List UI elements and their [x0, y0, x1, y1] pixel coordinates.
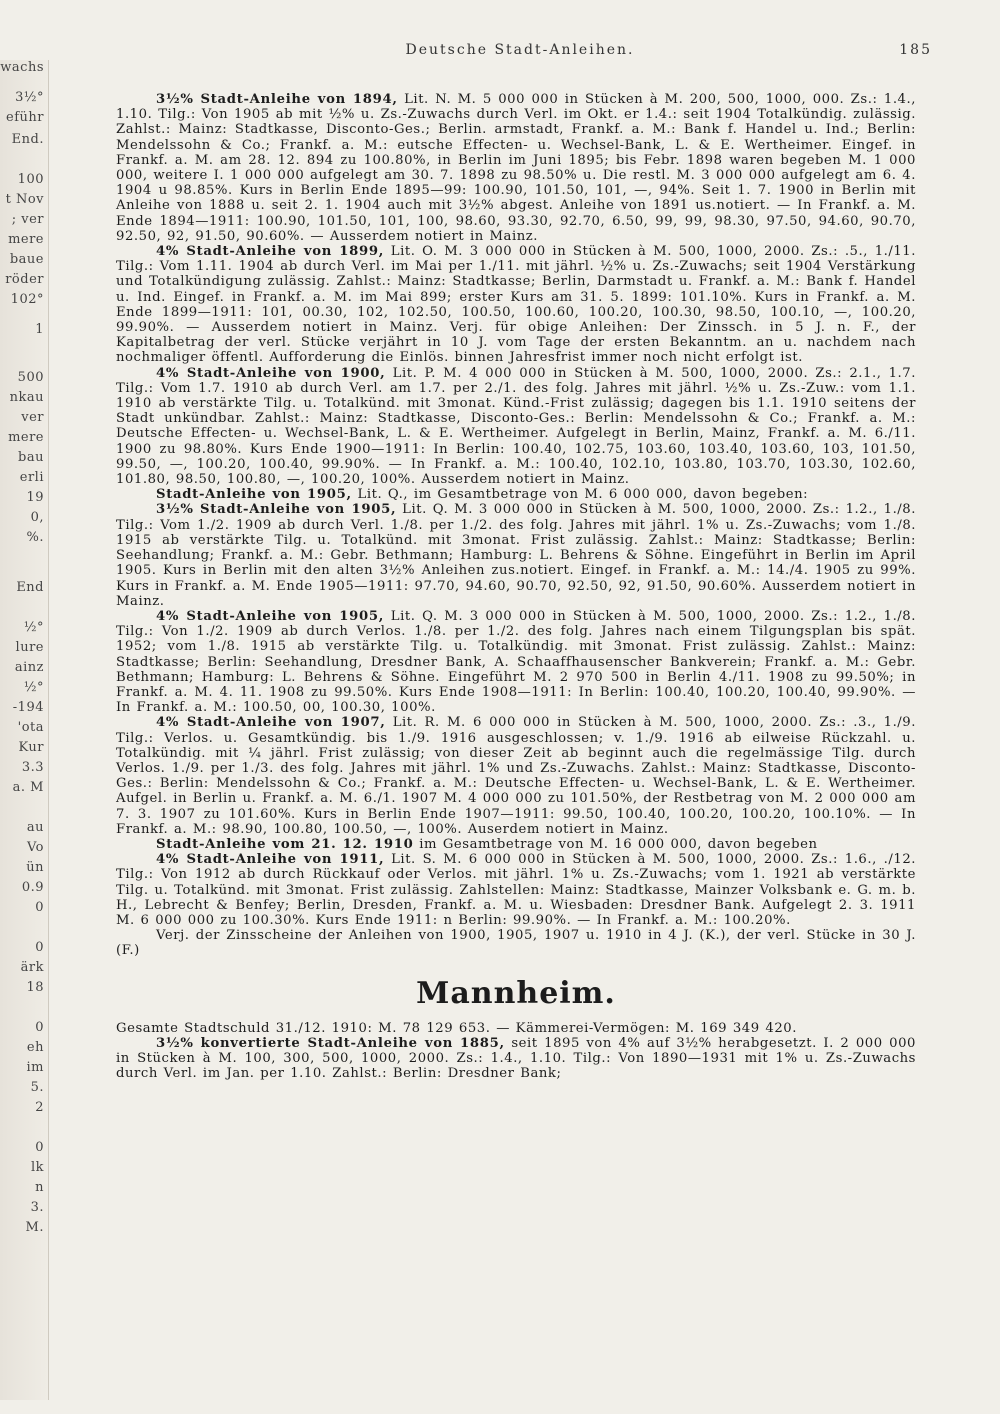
gutter-text-fragment: M. — [25, 1220, 44, 1235]
gutter-text-fragment: 100 — [17, 172, 44, 187]
bond-entry — [116, 244, 916, 366]
bond-entry — [116, 837, 916, 852]
page-number: 185 — [899, 42, 932, 58]
gutter-text-fragment: lk — [30, 1160, 44, 1175]
bond-entry-text: Lit. P. M. 4 000 000 in Stücken à M. 500, 1000, 2000. Zs.: 2.1., 1.7. Tilg.: Vom 1.7. 1910 ab durch Verl. am 1.7. per 2./1. des folg. Jahres mit jährl. ½% u. Zs.-Zuw.: vom 1.1. 1910 ab verstärkte Tilg. u. Totalkünd. mit 3monat. Künd.-Frist zulässig; dagegen bis 1.1. 1910 seitens der Stadt unkündbar. Zahlst.: Mainz: Stadtkasse, Disconto-Ges.: Berlin: Mendelssohn & Co.; Frankf. a. M.: Deutsche Effecten- u. Wechsel-Bank, L. & E. Wertheimer. Aufgelegt in Berlin, Mainz, Frankf. a. M. 6./11. 1900 zu 98.80%. Kurs Ende 1900—1911: In Berlin: 100.40, 102.75, 103.60, 103.40, 103.60, 103, 101.50, 99.50, —, 100.20, 100.40, 99.90%. — In Frankf. a. M.: 100.40, 102.10, 103.80, 103.70, 103.30, 102.60, 101.80, 98.50, 100.80, —, 100.20, 100%. Ausserdem notiert in Mainz. — [116, 365, 916, 488]
gutter-text-fragment: 0 — [35, 1020, 44, 1035]
gutter-text-fragment: ün — [26, 860, 44, 875]
bond-entry — [116, 928, 916, 958]
gutter-text-fragment: 0 — [35, 900, 44, 915]
gutter-text-fragment: lure — [15, 640, 44, 655]
bond-entry-text: Lit. Q. M. 3 000 000 in Stücken à M. 500, 1000, 2000. Zs.: 1.2., 1./8. Tilg.: Vom 1./2. 1909 ab durch Verl. 1./8. per 1./2. des folg. Jahres mit jährl. 1% u. Zs.-Zuwachs; vom 1./8. 1915 ab verstärkte Tilg. u. Totalkünd. mit 3monat. Frist zulässig. Zahlst.: Mainz: Stadtkasse; Berlin: Seehandlung; Frankf. a. M.: Gebr. Bethmann; Hamburg: L. Behrens & Söhne. Eingeführt in Berlin im April 1905. Kurs in Berlin mit den alten 3½% Anleihen zus.notiert. Eingef. in Frankf. a. M.: 14./4. 1905 zu 99%. Kurs in Frankf. a. M. Ende 1905—1911: 97.70, 94.60, 90.70, 92.50, 92, 91.50, 90.60%. Ausserdem notiert in Mainz. — [116, 502, 916, 609]
bond-entry — [116, 1036, 916, 1082]
gutter-text-fragment: 0.9 — [21, 880, 44, 895]
gutter-text-fragment: 0, — [30, 510, 44, 525]
gutter-text-fragment: wachs — [0, 60, 44, 75]
bond-entry-heading: 4% Stadt-Anleihe von 1905, — [156, 608, 385, 624]
bond-entry — [116, 502, 916, 608]
gutter-text-fragment: mere — [8, 232, 44, 247]
gutter-text-fragment: %. — [26, 530, 44, 545]
bond-entry-heading: 4% Stadt-Anleihe von 1907, — [156, 715, 386, 731]
text-column — [116, 92, 916, 1081]
gutter-text-fragment: ver — [21, 410, 44, 425]
gutter-text-fragment: erli — [19, 470, 44, 485]
gutter-text-fragment: eführ — [6, 110, 44, 125]
gutter-text-fragment: röder — [5, 272, 44, 287]
bond-entry-text: Lit. Q. M. 3 000 000 in Stücken à M. 500, 1000, 2000. Zs.: 1.2., 1./8. Tilg.: Von 1./2. 1909 ab durch Verlos. 1./8. per 1./2. des folg. Jahres nach einem Tilgungsplan bis spät. 1952; vom 1./8. 1915 ab verstärkte Tilg. u. Totalkündig. mit 3monat. Frist zulässig. Zahlst.: Mainz: Stadtkasse; Berlin: Seehandlung, Dresdner Bank, A. Schaaffhausenscher Bankverein; Frankf. a. M.: Gebr. Bethmann; Hamburg: L. Behrens & Söhne. Eingeführt M. 2 970 500 in Berlin 4./11. 1908 zu 99.50%; in Frankf. a. M. 4. 11. 1908 zu 99.50%. Kurs Ende 1908—1911: In Berlin: 100.40, 100.20, 100.40, 99.90%. — In Frankf. a. M.: 100.50, 00, 100.30, 100%. — [116, 608, 916, 716]
gutter-text-fragment: ainz — [14, 660, 44, 675]
bond-entry-heading: 4% Stadt-Anleihe von 1911, — [156, 852, 385, 868]
bond-entry-heading: Stadt-Anleihe von 1905, — [156, 487, 352, 503]
gutter-text-fragment: 3. — [30, 1200, 44, 1215]
bond-entry — [116, 715, 916, 837]
bond-entry-text: Lit. R. M. 6 000 000 in Stücken à M. 500, 1000, 2000. Zs.: .3., 1./9. Tilg.: Verlos. u. Gesamtkündig. bis 1./9. 1916 ausgeschlossen; v. 1./9. 1916 ab eilweise Rückzahl. u. Totalkündig. mit ¼ jährl. Frist zulässig; von dieser Zeit ab beginnt auch die regelmässige Tilg. durch Verlos. 1./9. per 1./3. des folg. Jahres mit jährl. 1% und Zs.-Zuwachs. Zahlst.: Mainz: Stadtkasse, Disconto-Ges.: Berlin: Mendelssohn & Co.; Frankf. a. M.: Deutsche Effecten- u. Wechsel-Bank, L. & E. Wertheimer. Aufgel. in Berlin u. Frankf. a. M. 6./1. 1907 M. 4 000 000 zu 101.50%, der Restbetrag von M. 2 000 000 am 7. 3. 1907 zu 101.60%. Kurs in Berlin Ende 1907—1911: 99.50, 100.40, 100.20, 100.20, 100.10%. — In Frankf. a. M.: 98.90, 100.80, 100.50, —, 100%. Auserdem notiert in Mainz. — [116, 715, 916, 837]
gutter-text-fragment: au — [26, 820, 44, 835]
bond-entry-heading: 3½% Stadt-Anleihe von 1905, — [156, 502, 397, 518]
bond-entry-heading: 3½% Stadt-Anleihe von 1894, — [156, 92, 398, 107]
running-head: Deutsche Stadt-Anleihen. — [405, 42, 635, 58]
bond-entry — [116, 366, 916, 488]
gutter-text-fragment: 19 — [26, 490, 44, 505]
gutter-text-fragment: 'ota — [17, 720, 44, 735]
gutter-text-fragment: t Nov — [5, 192, 44, 207]
bond-entry-text: Lit. N. M. 5 000 000 in Stücken à M. 200, 500, 1000, 000. Zs.: 1.4., 1.10. Tilg.: Von 1905 ab mit ½% u. Zs.-Zuwachs durch Verl. im Okt. er 1.4.: seit 1904 Totalkündig. zulässig. Zahlst.: Mainz: Stadtkasse, Disconto-Ges.; Berlin. armstadt, Frankf. a. M.: Bank f. Handel u. Ind.; Berlin: Mendelssohn & Co.; Frankf. a. M.: eutsche Effecten- u. Wechsel-Bank, L. & E. Wertheimer. Eingef. in Frankf. a. M. am 28. 12. 894 zu 100.80%, in Berlin im Juni 1895; bis Febr. 1898 waren begeben M. 1 000 000, weitere I. 1 000 000 aufgelegt am 30. 7. 1898 zu 98.50% u. Die restl. M. 3 000 000 aufgelegt am 6. 4. 1904 u 98.85%. Kurs in Berlin Ende 1895—99: 100.90, 101.50, 101, —, 94%. Seit 1. 7. 1900 in Berlin mit Anleihe von 1888 u. seit 2. 1. 1904 auch mit 3½% abgest. Anleihe von 1891 us.notiert. — In Frankf. a. M. Ende 1894—1911: 100.90, 101.50, 101, 100, 98.60, 93.30, 92.70, 6.50, 99, 99, 98.30, 97.50, 94.60, 90.70, 92.50, 92, 91.50, 90.60%. — Ausserdem notiert in Mainz. — [116, 92, 916, 244]
gutter-text-fragment: 102° — [10, 292, 44, 307]
gutter-text-fragment: 0 — [35, 940, 44, 955]
bond-entry-heading: 4% Stadt-Anleihe von 1899, — [156, 244, 385, 260]
gutter-text-fragment: End — [16, 580, 44, 595]
gutter-text-fragment: baue — [9, 252, 44, 267]
section-intro: Gesamte Stadtschuld 31./12. 1910: M. 78 129 653. — Kämmerei-Vermögen: M. 169 349 420. — [116, 1020, 797, 1036]
gutter-text-fragment: Vo — [26, 840, 44, 855]
gutter-text-fragment: im — [26, 1060, 44, 1075]
gutter-text-fragment: bau — [18, 450, 44, 465]
gutter-text-fragment: 2 — [35, 1100, 44, 1115]
gutter-text-fragment: -194 — [12, 700, 44, 715]
bond-entry-text: Lit. S. M. 6 000 000 in Stücken à M. 500, 1000, 2000. Zs.: 1.6., ./12. Tilg.: Von 1912 ab durch Rückkauf oder Verlos. mit jährl. 1% u. Zs.-Zuwachs; vom 1. 1921 ab verstärkte Tilg. u. Totalkünd. mit 3monat. Frist zulässig. Zahlstellen: Mainz: Stadtkasse, Mainzer Volksbank e. G. m. b. H., Lebrecht & Benfey; Berlin, Dresden, Frankf. a. M. u. Wiesbaden: Dresdner Bank. Aufgelegt 2. 3. 1911 M. 6 000 000 zu 100.30%. Kurs Ende 1911: n Berlin: 99.90%. — In Frankf. a. M.: 100.20%. — [116, 852, 917, 928]
bond-entry-text: Lit. O. M. 3 000 000 in Stücken à M. 500, 1000, 2000. Zs.: .5., 1./11. Tilg.: Vom 1.11. 1904 ab durch Verl. im Mai per 1./11. mit jährl. ½% u. Zs.-Zuwachs; seit 1904 Verstärkung und Totalkündigung zulässig. Zahlst.: Mainz: Stadtkasse; Berlin, Darmstadt u. Frankf. a. M.: Bank f. Handel u. Ind. Eingef. in Frankf. a. M. im Mai 899; erster Kurs am 31. 5. 1899: 101.10%. Kurs in Frankf. a. M. Ende 1899—1911: 101, 00.30, 102, 102.50, 100.50, 100.60, 100.20, 100.30, 98.50, 100.10, —, 100.20, 99.90%. — Ausserdem notiert in Mainz. Verj. für obige Anleihen: Der Zinssch. in 5 J. n. F., der Kapitalbetrag der verl. Stücke verjährt in 10 J. vom Tage der ersten Bekanntm. an u. nachdem nach nochmaliger öffentl. Aufforderung die Einlös. binnen Jahresfrist immer noch nicht erfolgt ist. — [116, 244, 916, 366]
bond-entry — [116, 609, 916, 715]
bond-entry — [116, 852, 916, 928]
gutter-text-fragment: 5. — [30, 1080, 44, 1095]
bond-entry — [116, 92, 916, 244]
gutter-text-fragment: n — [35, 1180, 44, 1195]
gutter-text-fragment: mere — [8, 430, 44, 445]
bond-entries — [116, 92, 916, 959]
gutter-text-fragment: nkau — [9, 390, 44, 405]
bond-entry-heading: Stadt-Anleihe vom 21. 12. 1910 — [156, 836, 414, 852]
gutter-text-fragment: Kur — [18, 740, 44, 755]
gutter-text-fragment: 3½° — [15, 90, 44, 105]
bond-entry-text: Verj. der Zinsscheine der Anleihen von 1900, 1905, 1907 u. 1910 in 4 J. (K.), der verl. Stücke in 30 J. (F.) — [116, 928, 916, 959]
gutter-text-fragment: 1 — [35, 322, 44, 337]
gutter-text-fragment: 3.3 — [21, 760, 44, 775]
gutter-text-fragment: ; ver — [11, 212, 44, 227]
bond-entry — [116, 487, 916, 502]
gutter-text-fragment: ärk — [20, 960, 44, 975]
gutter-text-fragment: ½° — [23, 680, 44, 695]
gutter-text-fragment: a. M — [12, 780, 44, 795]
gutter-text-fragment: ½° — [23, 620, 44, 635]
gutter-text-fragment: eh — [26, 1040, 44, 1055]
gutter-text-fragment: End. — [11, 132, 44, 147]
bond-entry-text: im Gesamtbetrage von M. 16 000 000, davon begeben — [413, 836, 818, 852]
section-title: Mannheim. — [416, 975, 616, 1011]
bond-entry-text: Lit. Q., im Gesamtbetrage von M. 6 000 000, davon begeben: — [351, 487, 809, 503]
gutter-text-fragment: 18 — [26, 980, 44, 995]
gutter-text-fragment: 0 — [35, 1140, 44, 1155]
bond-entry-heading: 4% Stadt-Anleihe von 1900, — [156, 365, 386, 381]
bond-entry-heading: 3½% konvertierte Stadt-Anleihe von 1885, — [156, 1035, 505, 1051]
bond-entry-text: seit 1895 von 4% auf 3½% herabgesetzt. I. 2 000 000 in Stücken à M. 100, 300, 500, 1000, 2000. Zs.: 1.4., 1.10. Tilg.: Von 1890—1931 mit 1% u. Zs.-Zuwachs durch Verl. im Jan. per 1.10. Zahlst.: Berlin: Dresdner Bank; — [116, 1035, 916, 1082]
gutter-text-fragment: 500 — [17, 370, 44, 385]
facing-page-gutter — [0, 60, 49, 1400]
